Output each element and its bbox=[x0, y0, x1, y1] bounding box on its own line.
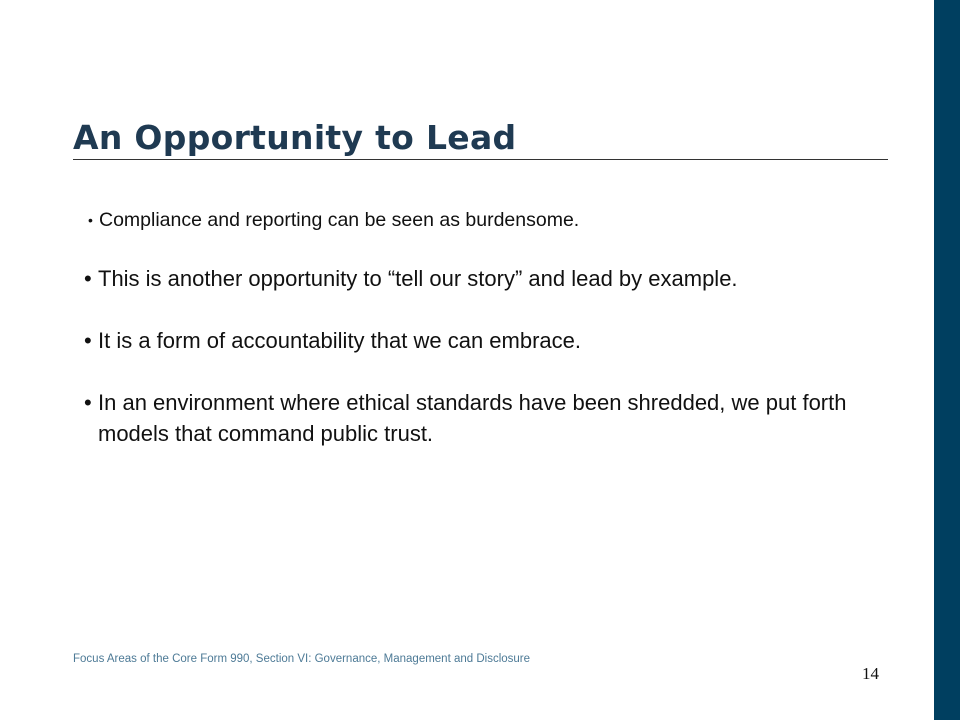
bullet-item bbox=[82, 387, 882, 449]
bullet-dot: • bbox=[84, 328, 92, 353]
bullet-text: This is another opportunity to “tell our story” and lead by example. bbox=[98, 266, 738, 291]
bullet-list bbox=[82, 205, 882, 480]
bullet-item bbox=[82, 263, 882, 294]
bullet-text: Compliance and reporting can be seen as burdensome. bbox=[99, 209, 580, 231]
bullet-dot: • bbox=[88, 212, 93, 228]
slide-title: An Opportunity to Lead bbox=[73, 118, 517, 157]
footer-caption: Focus Areas of the Core Form 990, Section VI: Governance, Management and Disclosure bbox=[73, 653, 531, 665]
bullet-item bbox=[82, 205, 882, 236]
page-number: 14 bbox=[862, 664, 879, 683]
bullet-text: It is a form of accountability that we can embrace. bbox=[98, 328, 582, 353]
bullet-text: In an environment where ethical standards have been shredded, we put forth models that command public trust. bbox=[98, 390, 847, 446]
side-accent-bar bbox=[934, 0, 960, 720]
bullet-item bbox=[82, 325, 882, 356]
bullet-dot: • bbox=[84, 266, 92, 291]
bullet-dot: • bbox=[84, 390, 92, 415]
title-underline bbox=[73, 159, 888, 160]
